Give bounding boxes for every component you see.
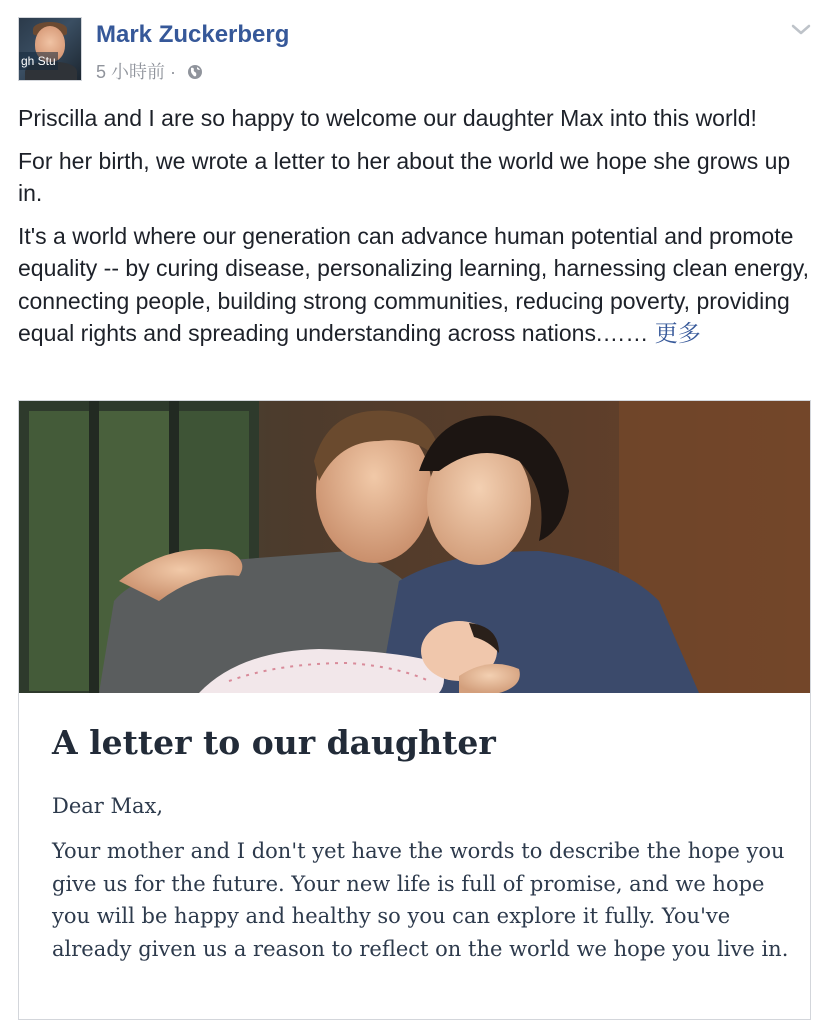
meta-separator: ·	[170, 62, 177, 82]
avatar[interactable]	[18, 17, 82, 81]
letter-greeting: Dear Max,	[52, 794, 164, 818]
post-paragraph	[18, 220, 818, 350]
globe-icon[interactable]	[187, 64, 203, 85]
link-preview-body	[52, 719, 792, 965]
avatar-caption: gh Stu	[21, 54, 56, 68]
see-more-link[interactable]: 更多	[654, 320, 701, 346]
link-title[interactable]: A letter to our daughter	[52, 723, 496, 762]
post-text	[18, 102, 818, 360]
chevron-down-icon[interactable]	[790, 22, 812, 38]
post-meta	[96, 58, 203, 85]
post-paragraph-text: It's a world where our generation can advance human potential and promote equality -- by curing disease, personalizing learning, harnessing clean energy, connecting people, building strong communities, reducing poverty, providing equal rights and spreading understanding across nations.……	[18, 222, 809, 346]
post-timestamp[interactable]: 5 小時前	[96, 62, 166, 82]
author-name[interactable]: Mark Zuckerberg	[96, 21, 290, 48]
post-paragraph: Priscilla and I are so happy to welcome our daughter Max into this world!	[18, 105, 757, 131]
post-paragraph: For her birth, we wrote a letter to her about the world we hope she grows up in.	[18, 147, 791, 206]
link-preview-image[interactable]	[19, 401, 810, 693]
shared-link-card[interactable]	[18, 400, 811, 1020]
letter-excerpt: Your mother and I don't yet have the words to describe the hope you give us for the future. Your new life is full of promise, and we hope you will be happy and healthy so you can explore it fully. You've already given us a reason to reflect on the world we hope you live in.	[52, 839, 789, 961]
